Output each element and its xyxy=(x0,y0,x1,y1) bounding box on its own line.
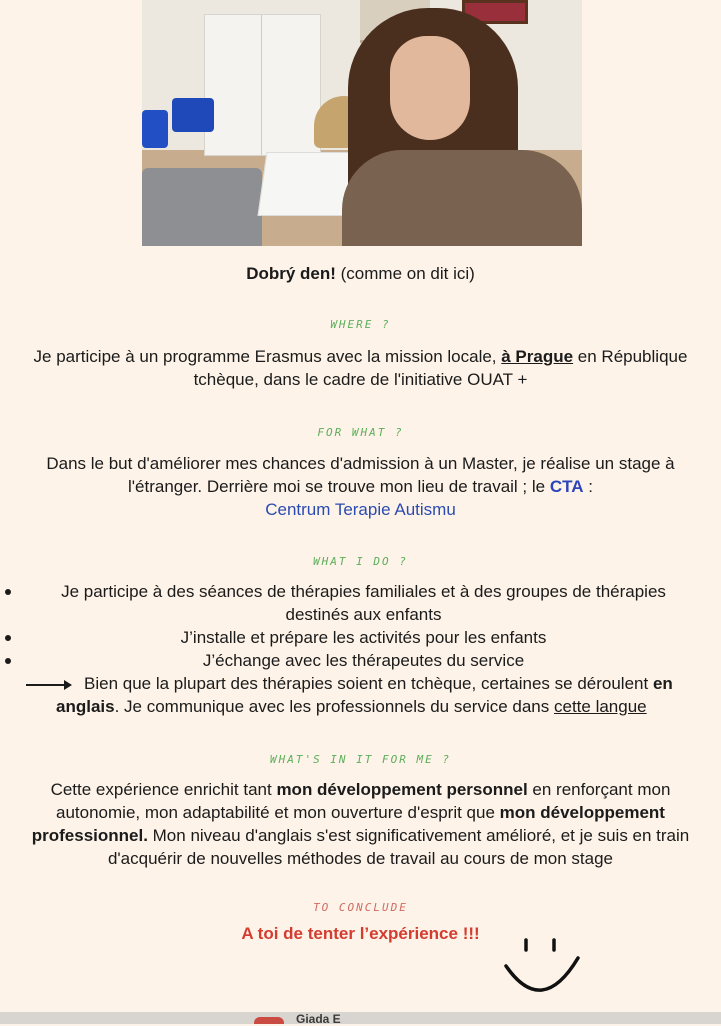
selfie-photo xyxy=(142,0,582,246)
bullet-icon xyxy=(5,658,11,664)
whats-in-it-text: Cette expérience enrichit tant mon développement personnel en renforçant mon autonomie, mon adaptabilité et mon ouverture d'esprit que mon développement professionnel. Mon niveau d'anglais s'est significativement amélioré, et je suis en train d'acquérir de nouvelles méthodes de travail au cours de mon stage xyxy=(31,780,690,868)
greeting-bold: Dobrý den! xyxy=(246,264,336,283)
list-item: J’installe et prépare les activités pour les enfants xyxy=(0,626,721,649)
list-item: Je participe à des séances de thérapies familiales et à des groupes de thérapies destinés aux enfants xyxy=(0,580,721,626)
smiley-icon xyxy=(500,932,584,998)
for-what-text: Dans le but d'améliorer mes chances d'admission à un Master, je réalise un stage à l'étranger. Derrière moi se trouve mon lieu de travail ; le CTA : Centrum Terapie Autismu xyxy=(46,454,675,519)
centrum-link[interactable]: Centrum Terapie Autismu xyxy=(265,500,456,519)
heading-conclude: TO CONCLUDE xyxy=(313,901,408,914)
conclude-text: A toi de tenter l’expérience !!! xyxy=(241,924,480,943)
bullet-icon xyxy=(5,589,11,595)
author-badge xyxy=(254,1017,284,1024)
list-item: J’échange avec les thérapeutes du service xyxy=(0,649,721,672)
heading-where: WHERE ? xyxy=(330,318,391,331)
prague-link[interactable]: à Prague xyxy=(501,347,574,366)
greeting-rest: (comme on dit ici) xyxy=(335,264,475,283)
arrow-line-2: anglais. Je communique avec les professionnels du service dans cette langue xyxy=(56,697,647,716)
bullet-icon xyxy=(5,635,11,641)
author-name: Giada E xyxy=(296,1012,341,1026)
bottom-bar xyxy=(0,1012,721,1024)
greeting xyxy=(0,262,721,285)
cta-label[interactable]: CTA xyxy=(549,477,584,496)
heading-what-i-do: WHAT I DO ? xyxy=(313,555,408,568)
heading-for-what: FOR WHAT ? xyxy=(317,426,404,439)
heading-whats-in-it: WHAT'S IN IT FOR ME ? xyxy=(269,753,452,766)
where-text: Je participe à un programme Erasmus avec la mission locale, à Prague en République tchèque, dans le cadre de l'initiative OUAT + xyxy=(33,347,688,389)
arrow-line-1: Bien que la plupart des thérapies soient en tchèque, certaines se déroulent en xyxy=(84,674,673,693)
